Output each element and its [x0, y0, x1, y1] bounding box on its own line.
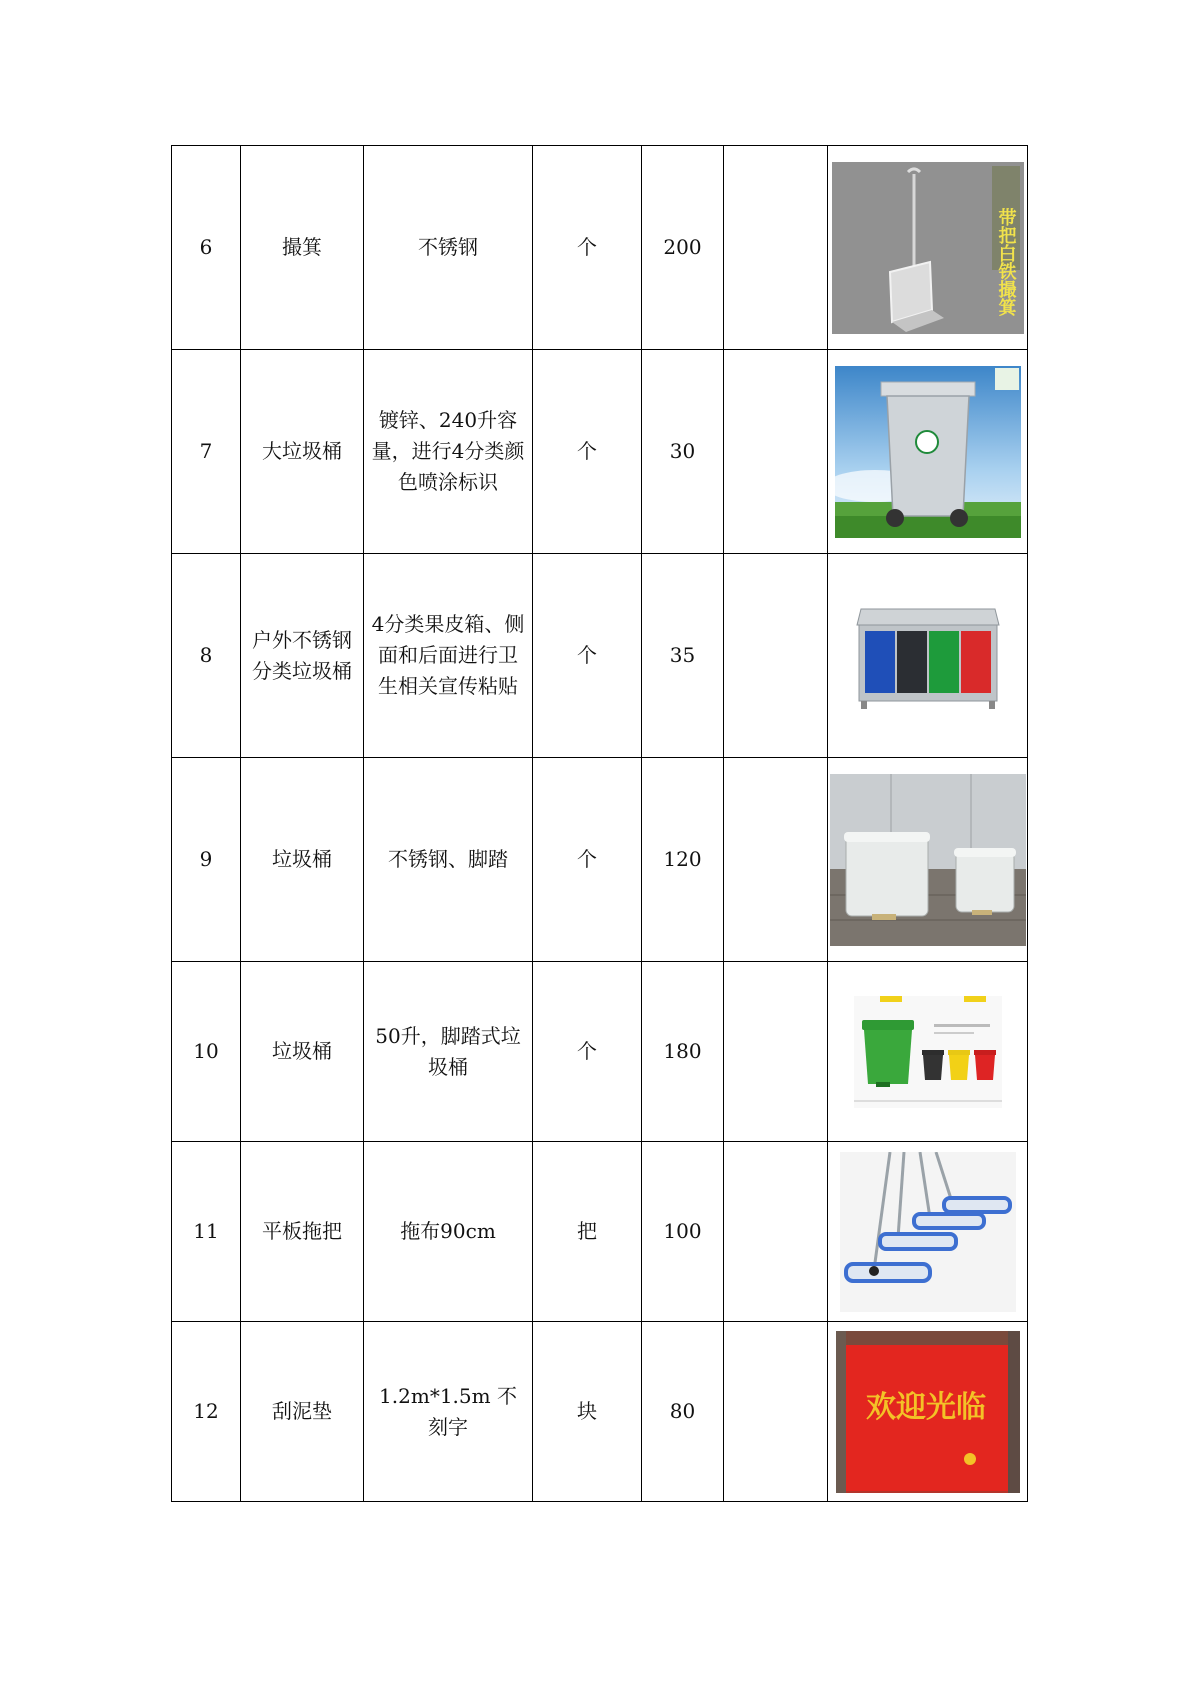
item-spec: 不锈钢 — [364, 146, 533, 350]
table-row — [172, 350, 1028, 554]
item-photo-cell — [828, 1142, 1028, 1322]
item-quantity: 100 — [642, 1142, 724, 1322]
table-row — [172, 146, 1028, 350]
item-name: 平板拖把 — [241, 1142, 364, 1322]
item-unit: 个 — [533, 758, 642, 962]
item-number: 8 — [172, 554, 241, 758]
item-photo-cell — [828, 350, 1028, 554]
item-spec: 镀锌、240升容量，进行4分类颜色喷涂标识 — [364, 350, 533, 554]
item-photo-cell — [828, 962, 1028, 1142]
item-unit: 个 — [533, 350, 642, 554]
item-number: 11 — [172, 1142, 241, 1322]
item-remark — [724, 554, 828, 758]
item-name: 垃圾桶 — [241, 758, 364, 962]
item-number: 10 — [172, 962, 241, 1142]
pedal-bin-photo — [830, 774, 1026, 946]
table-row — [172, 1322, 1028, 1502]
item-name: 刮泥垫 — [241, 1322, 364, 1502]
item-quantity: 180 — [642, 962, 724, 1142]
item-quantity: 35 — [642, 554, 724, 758]
item-remark — [724, 146, 828, 350]
flat-mop-photo — [840, 1152, 1016, 1312]
item-spec: 50升，脚踏式垃圾桶 — [364, 962, 533, 1142]
item-unit: 把 — [533, 1142, 642, 1322]
svg-text:带把白铁撮箕: 带把白铁撮箕 — [995, 207, 1016, 316]
item-spec: 不锈钢、脚踏 — [364, 758, 533, 962]
item-unit: 块 — [533, 1322, 642, 1502]
red-mat-photo — [836, 1331, 1020, 1493]
table-row — [172, 1142, 1028, 1322]
table-row — [172, 554, 1028, 758]
mat-overlay-text: 欢迎光临 — [865, 1389, 986, 1425]
table-row — [172, 758, 1028, 962]
item-unit: 个 — [533, 962, 642, 1142]
item-number: 9 — [172, 758, 241, 962]
dustpan-overlay-text — [992, 166, 1020, 317]
item-quantity: 80 — [642, 1322, 724, 1502]
item-quantity: 200 — [642, 146, 724, 350]
item-number: 7 — [172, 350, 241, 554]
item-remark — [724, 758, 828, 962]
large-bin-photo — [835, 366, 1021, 538]
item-photo-cell — [828, 758, 1028, 962]
item-unit: 个 — [533, 554, 642, 758]
item-remark — [724, 962, 828, 1142]
item-photo-cell — [828, 1322, 1028, 1502]
item-number: 6 — [172, 146, 241, 350]
item-quantity: 120 — [642, 758, 724, 962]
item-photo-cell — [828, 146, 1028, 350]
item-name: 垃圾桶 — [241, 962, 364, 1142]
outdoor-sort-bin-photo — [853, 601, 1003, 711]
item-spec: 1.2m*1.5m 不刻字 — [364, 1322, 533, 1502]
item-photo-cell — [828, 554, 1028, 758]
item-remark — [724, 1322, 828, 1502]
item-name: 户外不锈钢分类垃圾桶 — [241, 554, 364, 758]
item-unit: 个 — [533, 146, 642, 350]
item-number: 12 — [172, 1322, 241, 1502]
item-remark — [724, 350, 828, 554]
item-spec: 4分类果皮箱、侧面和后面进行卫生相关宣传粘贴 — [364, 554, 533, 758]
item-spec: 拖布90cm — [364, 1142, 533, 1322]
item-remark — [724, 1142, 828, 1322]
item-name: 大垃圾桶 — [241, 350, 364, 554]
item-name: 撮箕 — [241, 146, 364, 350]
item-quantity: 30 — [642, 350, 724, 554]
dustpan-photo — [832, 162, 1024, 334]
plastic-bins-photo — [854, 996, 1002, 1108]
items-table — [171, 145, 1028, 1502]
table-row — [172, 962, 1028, 1142]
